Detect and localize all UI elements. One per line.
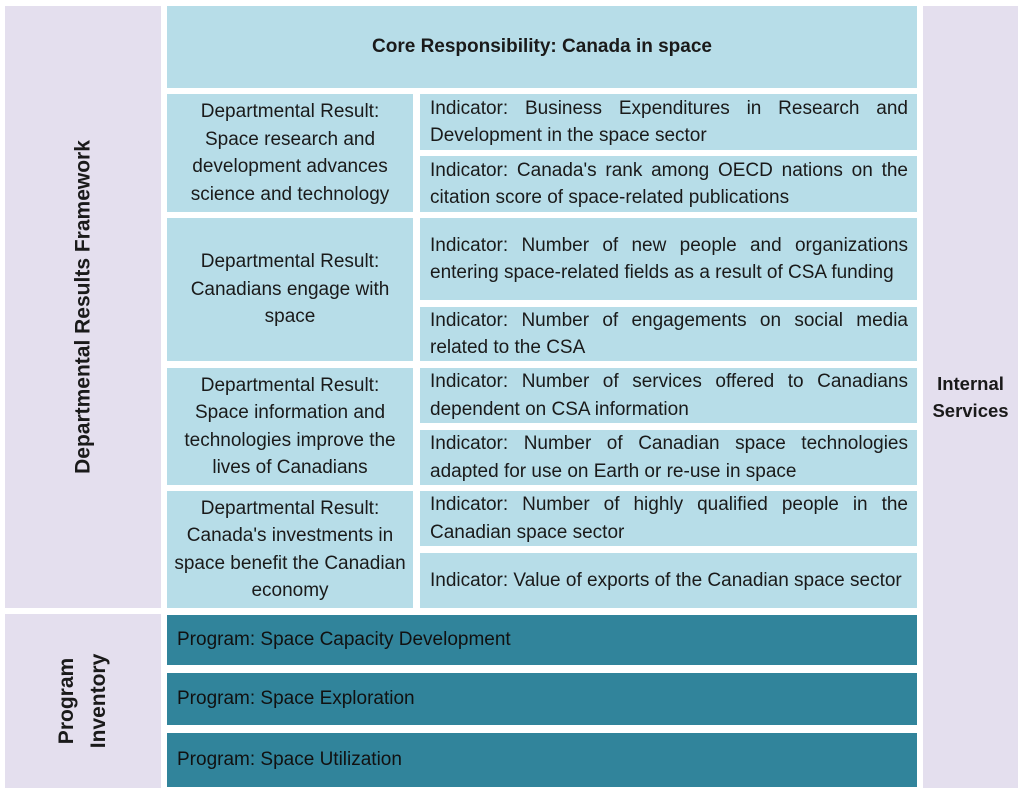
- indicator-3-2: Indicator: Number of Canadian space technologies adapted for use on Earth or re-use in space: [420, 430, 917, 485]
- departmental-result-3: Departmental Result: Space information and technologies improve the lives of Canadians: [167, 368, 413, 485]
- indicator-2-1: Indicator: Number of new people and organizations entering space-related fields as a result of CSA funding: [420, 218, 917, 300]
- indicator-3-1: Indicator: Number of services offered to Canadians dependent on CSA information: [420, 368, 917, 423]
- indicator-4-1: Indicator: Number of highly qualified people in the Canadian space sector: [420, 491, 917, 546]
- departmental-result-4: Departmental Result: Canada's investments in space benefit the Canadian economy: [167, 491, 413, 608]
- indicator-1-1: Indicator: Business Expenditures in Research and Development in the space sector: [420, 94, 917, 150]
- internal-services-panel: [923, 6, 1018, 788]
- indicator-2-2: Indicator: Number of engagements on social media related to the CSA: [420, 307, 917, 361]
- drf-side-panel: [5, 6, 161, 608]
- program-inventory-side-panel: [5, 614, 161, 788]
- program-inventory-label: Program Inventory: [55, 653, 110, 749]
- drf-label: Departmental Results Framework: [71, 140, 95, 474]
- program-space-capacity-development: Program: Space Capacity Development: [167, 615, 917, 665]
- program-space-exploration: Program: Space Exploration: [167, 673, 917, 725]
- indicator-4-2: Indicator: Value of exports of the Canadian space sector: [420, 553, 917, 608]
- indicator-1-2: Indicator: Canada's rank among OECD nations on the citation score of space-related publications: [420, 156, 917, 212]
- internal-services-label: Internal Services: [932, 373, 1009, 421]
- departmental-result-1: Departmental Result: Space research and development advances science and technology: [167, 94, 413, 212]
- departmental-result-2: Departmental Result: Canadians engage with space: [167, 218, 413, 361]
- program-space-utilization: Program: Space Utilization: [167, 733, 917, 787]
- core-responsibility-box: Core Responsibility: Canada in space: [167, 6, 917, 88]
